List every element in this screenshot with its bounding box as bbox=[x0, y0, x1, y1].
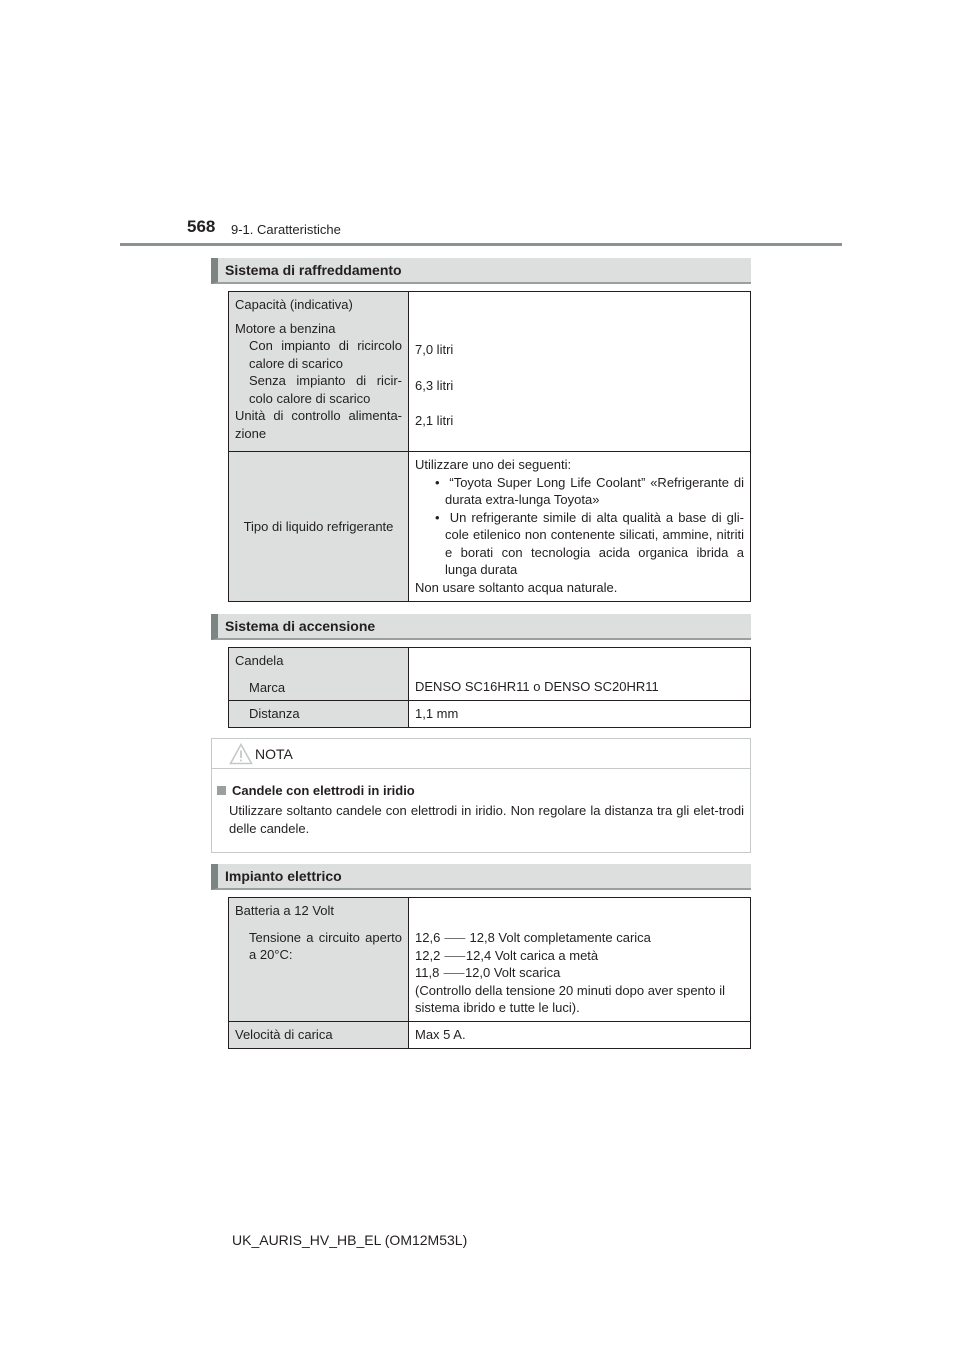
coolant-type-values bbox=[409, 452, 751, 602]
table-row bbox=[229, 898, 751, 1022]
capacity-values-cell bbox=[409, 292, 751, 452]
power-unit-value: 2,1 litri bbox=[415, 413, 454, 429]
note-body: Utilizzare soltanto candele con elettrodi in iridio. Non regolare la distanza tra gli elet-trodi delle candele. bbox=[229, 803, 744, 837]
ocv-discharged: 11,8 ⸺12,0 Volt scarica bbox=[415, 965, 561, 981]
table-row bbox=[229, 1022, 751, 1049]
power-unit-label: Unità di controllo alimenta-zione bbox=[235, 408, 402, 441]
brand-label: Marca bbox=[249, 679, 286, 695]
petrol-engine-label: Motore a benzina bbox=[235, 320, 336, 336]
gap-label: Distanza bbox=[229, 701, 409, 728]
coolant-warning: Non usare soltanto acqua naturale. bbox=[415, 579, 618, 595]
section-title-electrical: Impianto elettrico bbox=[211, 864, 751, 890]
spark-plug-label: Candela bbox=[235, 653, 284, 668]
note-label: NOTA bbox=[255, 746, 293, 762]
coolant-option: • “Toyota Super Long Life Coolant” «Refrigerante di durata extra-lunga Toyota» bbox=[435, 474, 744, 508]
chapter-title: 9-1. Caratteristiche bbox=[231, 222, 341, 237]
capacity-label: Capacità (indicativa) bbox=[235, 297, 353, 312]
brand-cell bbox=[409, 648, 751, 701]
note-box bbox=[211, 738, 751, 853]
charge-rate-value: Max 5 A. bbox=[409, 1022, 751, 1049]
coolant-option: • Un refrigerante simile di alta qualità a base di gli-cole etilenico non contenente silicati, ammine, nitriti e borati con tecnologia acida organica ibrida a lunga durata bbox=[435, 509, 744, 578]
page-number: 568 bbox=[187, 217, 216, 236]
ocv-values-cell bbox=[409, 898, 751, 1022]
without-recirc-label: Senza impianto di ricir-colo calore di scarico bbox=[249, 373, 402, 406]
ocv-note: (Controllo della tensione 20 minuti dopo aver spento il sistema ibrido e tutte le luci). bbox=[415, 982, 726, 1016]
section-title-ignition: Sistema di accensione bbox=[211, 614, 751, 640]
with-recirc-label: Con impianto di ricircolo calore di scarico bbox=[249, 338, 402, 371]
header-rule bbox=[120, 243, 842, 246]
table-row bbox=[229, 648, 751, 701]
ocv-half: 12,2 ⸺12,4 Volt carica a metà bbox=[415, 947, 599, 963]
ocv-label: Tensione a circuito aperto a 20°C: bbox=[249, 929, 402, 963]
gap-value: 1,1 mm bbox=[409, 701, 751, 728]
without-recirc-value: 6,3 litri bbox=[415, 377, 454, 393]
section-title-cooling: Sistema di raffreddamento bbox=[211, 258, 751, 284]
cooling-table bbox=[228, 291, 751, 602]
square-bullet-icon bbox=[217, 786, 226, 795]
table-row bbox=[229, 452, 751, 602]
charge-rate-label: Velocità di carica bbox=[229, 1022, 409, 1049]
coolant-intro: Utilizzare uno dei seguenti: bbox=[415, 457, 572, 472]
brand-value: DENSO SC16HR11 o DENSO SC20HR11 bbox=[415, 679, 659, 694]
note-subtitle: Candele con elettrodi in iridio bbox=[217, 782, 415, 800]
footer-code: UK_AURIS_HV_HB_EL (OM12M53L) bbox=[232, 1232, 468, 1248]
warning-icon bbox=[229, 743, 253, 770]
capacity-cell bbox=[229, 292, 409, 452]
battery-label: Batteria a 12 Volt bbox=[235, 903, 335, 918]
ocv-full: 12,6 ⸺ 12,8 Volt completamente carica bbox=[415, 930, 651, 945]
note-header bbox=[212, 739, 750, 769]
table-row bbox=[229, 701, 751, 728]
spark-plug-cell bbox=[229, 648, 409, 701]
ignition-table bbox=[228, 647, 751, 728]
with-recirc-value: 7,0 litri bbox=[415, 342, 454, 357]
electrical-table bbox=[228, 897, 751, 1049]
coolant-type-label: Tipo di liquido refrigerante bbox=[229, 452, 409, 602]
battery-cell bbox=[229, 898, 409, 1022]
table-row bbox=[229, 292, 751, 452]
